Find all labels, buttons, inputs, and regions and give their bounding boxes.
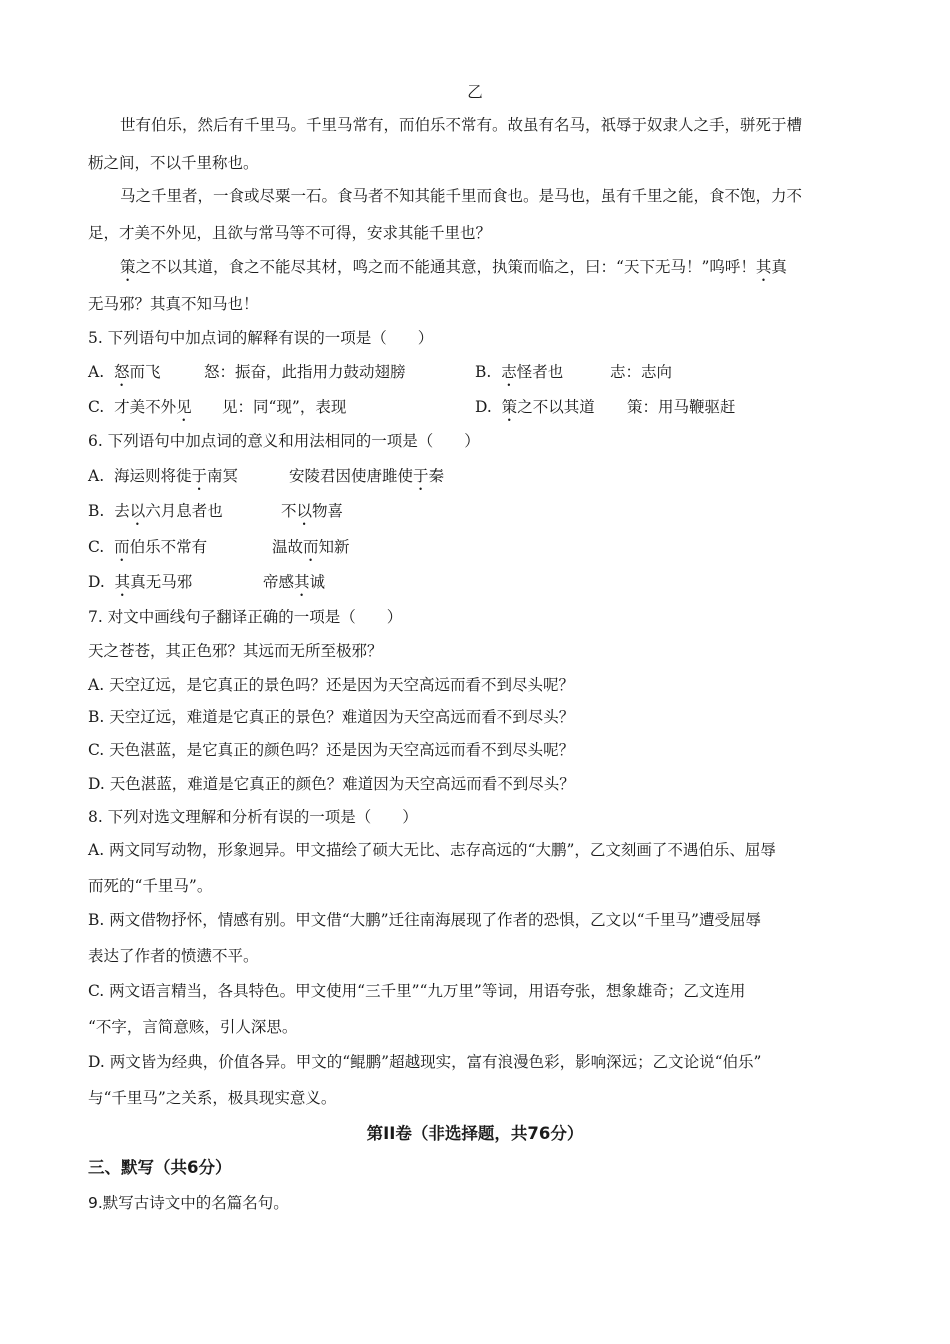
dotted-word: 而 (303, 538, 319, 556)
question-5-option-d-explanation: 策：用马鞭驱赶 (627, 398, 736, 416)
question-5-option-d[interactable] (475, 397, 595, 425)
option-text: 真无马邪 (130, 573, 193, 591)
question-7-stem: 7. 对文中画线句子翻译正确的一项是（ ） (88, 608, 403, 626)
dotted-word: 其 (114, 573, 131, 591)
option-text: 不 (281, 502, 297, 520)
dotted-word: 于 (413, 467, 429, 485)
option-text: 秦 (428, 467, 445, 485)
passage-paragraph-2-line-1: 马之千里者，一食或尽粟一石。食马者不知其能千里而食也。是马也，虽有千里之能，食不饱，力不 (120, 187, 803, 205)
passage-text: 之不以其道，食之不能尽其材，鸣之而不能通其意，执策而临之，曰：“天下无马！”呜呼！ (135, 258, 756, 276)
option-label: B. (475, 363, 492, 381)
section-3-heading: 三、默写（共6分） (88, 1158, 232, 1177)
question-8-option-b-line-2: 表达了作者的愤懑不平。 (88, 947, 259, 965)
passage-paragraph-1-line-1: 世有伯乐，然后有千里马。千里马常有，而伯乐不常有。故虽有名马，祇辱于奴隶人之手，骈死于槽 (120, 116, 803, 134)
question-7-option-a[interactable]: A. 天空辽远，是它真正的景色吗？还是因为天空高远而看不到尽头呢？ (88, 676, 575, 694)
question-5-stem: 5. 下列语句中加点词的解释有误的一项是（ ） (88, 329, 434, 347)
question-5-option-a[interactable] (88, 362, 161, 390)
question-8-option-c[interactable]: C. 两文语言精当，各具特色。甲文使用“三千里”“九万里”等词，用语夸张，想象雄奇；乙文连用 (88, 982, 746, 1000)
question-5-option-b-explanation: 志：志向 (610, 363, 673, 381)
question-8-option-b[interactable]: B. 两文借物抒怀，情感有别。甲文借“大鹏”迁往南海展现了作者的恐惧，乙文以“千里马”遭受屈辱 (88, 911, 761, 929)
option-label: D. (475, 398, 492, 416)
question-6-option-a-comparison (289, 466, 444, 494)
question-6-option-d-comparison (263, 572, 325, 600)
option-text: 而飞 (129, 363, 161, 381)
question-7-option-d[interactable]: D. 天色湛蓝，难道是它真正的颜色？难道因为天空高远而看不到尽头？ (88, 775, 575, 793)
question-8-option-a[interactable]: A. 两文同写动物，形象迥异。甲文描绘了硕大无比、志存高远的“大鹏”，乙文刻画了不遇伯乐、屈辱 (88, 841, 776, 859)
option-text: 温故 (272, 538, 304, 556)
question-6-option-a[interactable] (88, 466, 238, 494)
question-7-option-b[interactable]: B. 天空辽远，难道是它真正的景色？难道因为天空高远而看不到尽头？ (88, 708, 575, 726)
part-2-title: 第II卷（非选择题，共76分） (366, 1124, 584, 1143)
dotted-word: 于 (191, 467, 208, 485)
question-9-stem: 9.默写古诗文中的名篇名句。 (88, 1194, 289, 1212)
option-text: 去 (114, 502, 130, 520)
dotted-word: 策 (120, 258, 136, 276)
dotted-word: 以 (296, 502, 313, 520)
option-text: 才美不外 (114, 398, 177, 416)
question-5-option-b[interactable] (475, 362, 563, 390)
question-5-option-c[interactable] (88, 397, 192, 425)
question-5-option-c-explanation: 见：同“现”，表现 (222, 398, 347, 416)
dotted-word: 志 (501, 363, 517, 381)
passage-paragraph-1-line-2: 枥之间，不以千里称也。 (88, 154, 259, 172)
passage-heading: 乙 (467, 83, 483, 101)
option-label: A. (88, 363, 105, 381)
option-label: D. (88, 573, 105, 591)
question-8-option-d[interactable]: D. 两文皆为经典，价值各异。甲文的“鲲鹏”超越现实，富有浪漫色彩，影响深远；乙文论说“伯乐” (88, 1053, 762, 1071)
option-text: 安陵君因使唐雎使 (289, 467, 414, 485)
option-text: 帝感 (263, 573, 295, 591)
option-text: 诚 (309, 573, 326, 591)
dotted-word: 策 (501, 398, 518, 416)
question-6-option-d[interactable] (88, 572, 192, 600)
dotted-word: 见 (176, 398, 192, 416)
option-label: C. (88, 538, 105, 556)
option-text: 知新 (318, 538, 350, 556)
option-label: A. (88, 467, 105, 485)
option-text: 物喜 (312, 502, 344, 520)
question-6-stem: 6. 下列语句中加点词的意义和用法相同的一项是（ ） (88, 432, 480, 450)
question-7-sentence: 天之苍苍，其正色邪？其远而无所至极邪？ (88, 642, 383, 660)
dotted-word: 其 (294, 573, 310, 591)
passage-paragraph-2-line-2: 足，才美不外见，且欲与常马等不可得，安求其能千里也？ (88, 224, 492, 242)
question-8-stem: 8. 下列对选文理解和分析有误的一项是（ ） (88, 808, 418, 826)
passage-paragraph-3-line-2: 无马邪？其真不知马也！ (88, 295, 259, 313)
option-text: 伯乐不常有 (129, 538, 208, 556)
question-8-option-a-line-2: 而死的“千里马”。 (88, 877, 213, 895)
option-text: 之不以其道 (517, 398, 595, 416)
dotted-word: 以 (129, 502, 146, 520)
option-text: 海运则将徙 (113, 467, 192, 485)
option-text: 南冥 (207, 467, 239, 485)
question-7-option-c[interactable]: C. 天色湛蓝，是它真正的颜色吗？还是因为天空高远而看不到尽头呢？ (88, 741, 575, 759)
option-text: 六月息者也 (145, 502, 223, 520)
question-6-option-b[interactable] (88, 501, 223, 529)
dotted-word: 怒 (113, 363, 130, 381)
question-8-option-c-line-2: “不字，言简意赅，引人深思。 (88, 1018, 298, 1036)
passage-paragraph-3-line-1 (120, 257, 787, 285)
dotted-word: 而 (114, 538, 130, 556)
passage-text: 真 (771, 258, 787, 276)
question-5-option-a-explanation: 怒：振奋，此指用力鼓动翅膀 (204, 363, 406, 381)
question-6-option-c[interactable] (88, 537, 207, 565)
question-8-option-d-line-2: 与“千里马”之关系，极具现实意义。 (88, 1089, 337, 1107)
question-6-option-c-comparison (272, 537, 350, 565)
option-text: 怪者也 (516, 363, 564, 381)
question-6-option-b-comparison (281, 501, 343, 529)
option-label: B. (88, 502, 105, 520)
option-label: C. (88, 398, 105, 416)
dotted-word: 其 (755, 258, 772, 276)
